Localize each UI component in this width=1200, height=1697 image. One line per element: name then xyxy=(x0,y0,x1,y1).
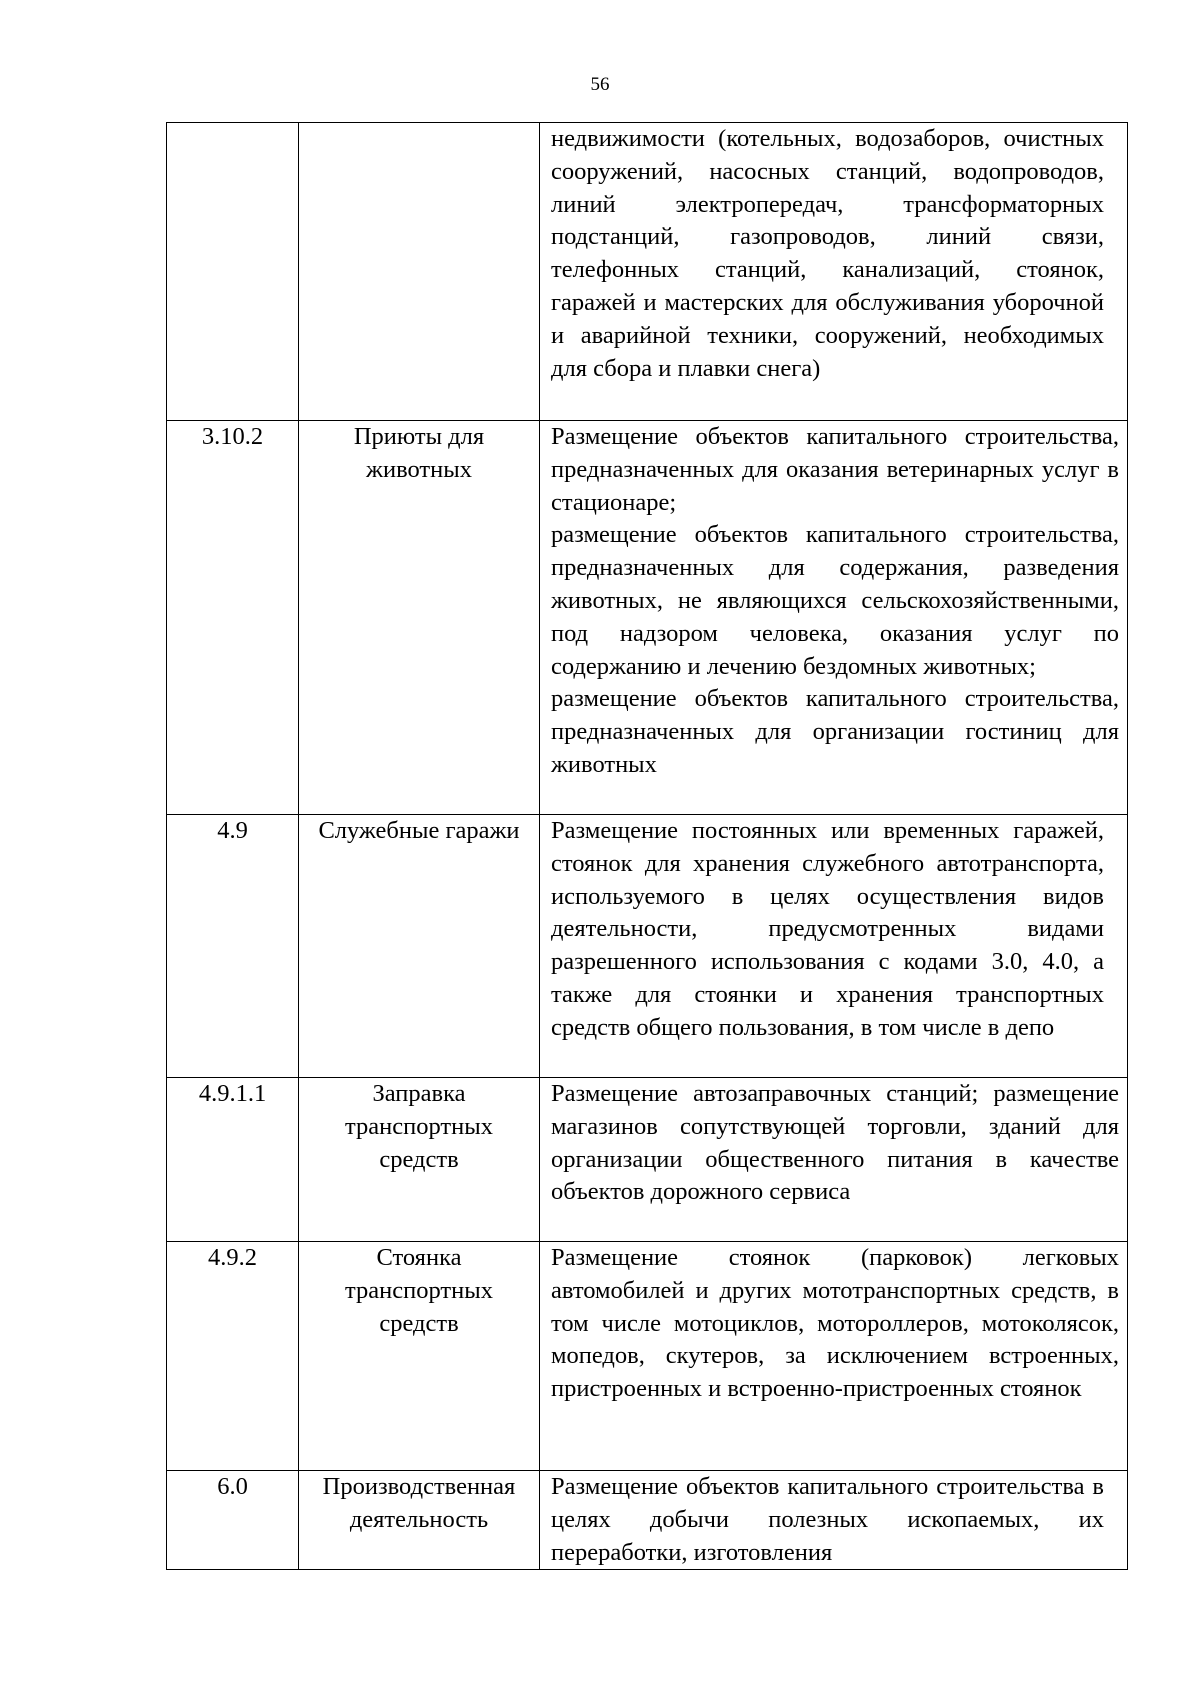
table-row xyxy=(167,123,1128,421)
table-row xyxy=(167,815,1128,1078)
description-paragraph: размещение объектов капитального строительства, предназначенных для содержания, разведения животных, не являющихся сельскохозяйственными, под надзором человека, оказания услуг по содержанию и лечению бездомных животных; xyxy=(551,521,1119,680)
description-cell xyxy=(540,1242,1128,1471)
code-cell: 4.9.2 xyxy=(167,1242,299,1471)
description-paragraph: Размещение автозаправочных станций; размещение магазинов сопутствующей торговли, зданий для организации общественного питания в качестве объектов дорожного сервиса xyxy=(551,1080,1119,1206)
name-cell: Заправка транспортных средств xyxy=(299,1078,540,1242)
table-row xyxy=(167,1078,1128,1242)
description-paragraph: Размещение объектов капитального строительства, предназначенных для оказания ветеринарных услуг в стационаре; xyxy=(551,423,1119,516)
code-cell: 3.10.2 xyxy=(167,421,299,815)
description-cell xyxy=(540,421,1128,815)
description-cell xyxy=(540,123,1128,421)
description-paragraph: Размещение стоянок (парковок) легковых автомобилей и других мототранспортных средств, в том числе мотоциклов, мотороллеров, мотоколясок, мопедов, скутеров, за исключением встроенных, пристроенных и встроенно-пристроенных стоянок xyxy=(551,1244,1119,1403)
name-cell: Производственная деятельность xyxy=(299,1471,540,1570)
table-row xyxy=(167,1471,1128,1570)
table-row xyxy=(167,421,1128,815)
name-cell: Стоянка транспортных средств xyxy=(299,1242,540,1471)
code-cell: 4.9 xyxy=(167,815,299,1078)
code-cell: 6.0 xyxy=(167,1471,299,1570)
description-paragraph: Размещение объектов капитального строительства в целях добычи полезных ископаемых, их переработки, изготовления xyxy=(551,1473,1104,1566)
description-cell xyxy=(540,1078,1128,1242)
code-cell xyxy=(167,123,299,421)
description-cell xyxy=(540,1471,1128,1570)
name-cell xyxy=(299,123,540,421)
land-use-table xyxy=(166,122,1128,1570)
name-cell: Приюты для животных xyxy=(299,421,540,815)
description-paragraph: Размещение постоянных или временных гаражей, стоянок для хранения служебного автотранспорта, используемого в целях осуществления видов деятельности, предусмотренных видами разрешенного использования с кодами 3.0, 4.0, а также для стоянки и хранения транспортных средств общего пользования, в том числе в депо xyxy=(551,817,1104,1041)
name-cell: Служебные гаражи xyxy=(299,815,540,1078)
table-row xyxy=(167,1242,1128,1471)
description-paragraph: размещение объектов капитального строительства, предназначенных для организации гостиниц для животных xyxy=(551,685,1119,778)
code-cell: 4.9.1.1 xyxy=(167,1078,299,1242)
page-number: 56 xyxy=(590,74,610,95)
description-cell xyxy=(540,815,1128,1078)
description-paragraph: недвижимости (котельных, водозаборов, очистных сооружений, насосных станций, водопроводов, линий электропередач, трансформаторных подстанций, газопроводов, линий связи, телефонных станций, канализаций, стоянок, гаражей и мастерских для обслуживания уборочной и аварийной техники, сооружений, необходимых для сбора и плавки снега) xyxy=(551,125,1104,382)
